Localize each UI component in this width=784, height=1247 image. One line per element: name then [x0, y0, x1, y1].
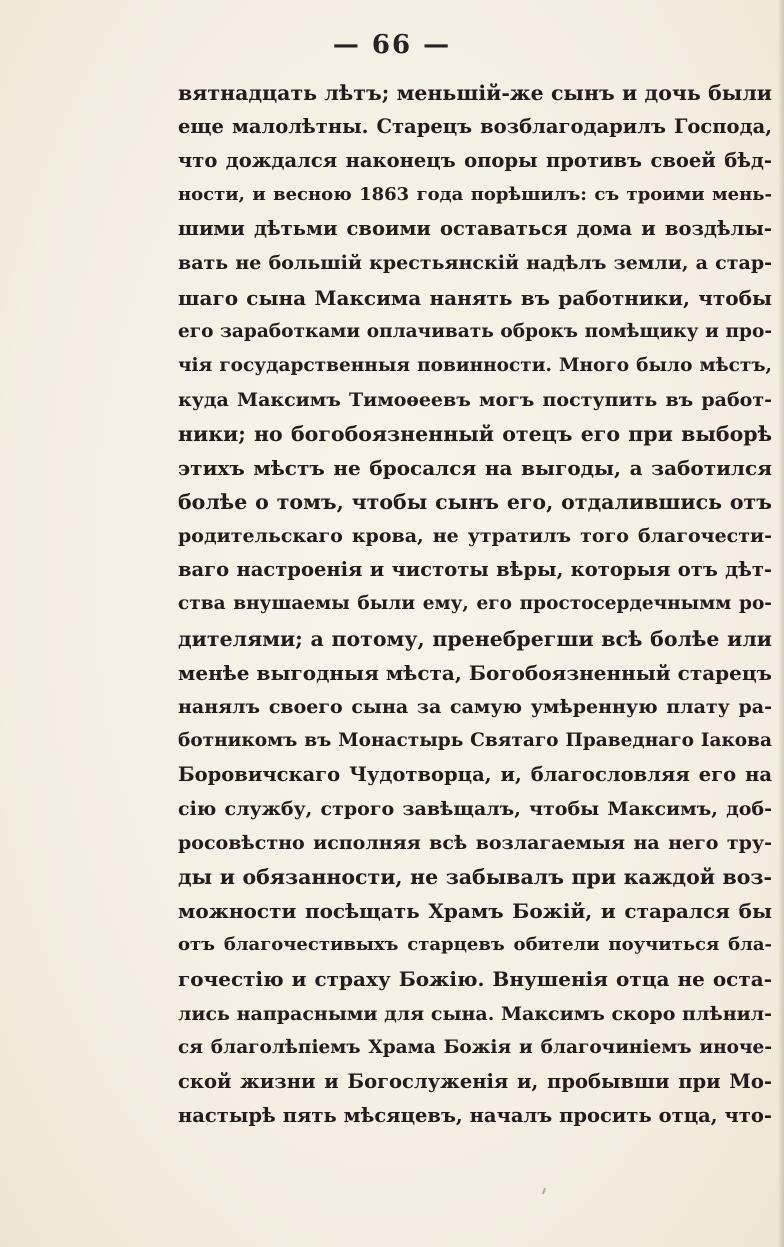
text-line: куда Максимъ Тимоѳеевъ могъ поступить въ работ-: [178, 388, 772, 411]
text-line: ники; но богобоязненный отецъ его при выборѣ: [178, 421, 772, 446]
text-line: еще малолѣтны. Старецъ возблагодарилъ Господа,: [178, 115, 772, 139]
text-line: вятнадцать лѣтъ; меньшій-же сынъ и дочь были: [178, 81, 772, 105]
text-line: его заработками оплачивать оброкъ помѣщику и про-: [178, 320, 772, 342]
text-line: ства внушаемы были ему, его простосердечнымм ро-: [178, 593, 772, 615]
text-line: чія государственныя повинности. Много было мѣстъ,: [178, 354, 772, 376]
text-line: ды и обязанности, не забывалъ при каждой воз-: [178, 865, 772, 890]
text-line: настырѣ пять мѣсяцевъ, началъ просить отца, что-: [178, 1103, 772, 1127]
page-number-header: — 66 —: [332, 30, 452, 60]
text-line: менѣе выгодныя мѣста, Богобоязненный старецъ: [178, 660, 772, 685]
text-line: нанялъ своего сына за самую умѣренную плату ра-: [178, 695, 772, 718]
text-line: что дождался наконецъ опоры противъ своей бѣд-: [178, 149, 772, 173]
text-line: шими дѣтьми своими оставаться дома и воздѣлы-: [178, 217, 772, 241]
page-edge-shadow: [778, 0, 784, 1247]
text-line: болѣе о томъ, чтобы сынъ его, отдалившись отъ: [178, 490, 772, 515]
text-line: вать не большій крестьянскій надѣлъ земли, а стар-: [178, 252, 772, 275]
text-line: ботникомъ въ Монастырь Святаго Праведнаго Іакова: [178, 729, 772, 751]
text-line: отъ благочестивыхъ старцевъ обители поучиться бла-: [178, 934, 772, 956]
text-line: шаго сына Максима нанять въ работники, чтобы: [178, 285, 772, 310]
paper-speck: [542, 1188, 546, 1194]
body-text: [178, 76, 772, 1133]
text-line: дителями; а потому, пренебрегши всѣ болѣе или: [178, 626, 772, 651]
text-line: ности, и весною 1863 года порѣшилъ: съ троими мень-: [178, 184, 772, 206]
text-line: гочестію и страху Божію. Внушенія отца не оста-: [178, 967, 772, 992]
text-line: лись напрасными для сына. Максимъ скоро плѣнил-: [178, 1002, 772, 1025]
text-line: ся благолѣпіемъ Храма Божія и благочиніемъ иноче-: [178, 1036, 772, 1058]
text-line: сію службу, строго завѣщалъ, чтобы Максимъ, доб-: [178, 797, 772, 820]
text-line: родительскаго крова, не утратилъ того благочести-: [178, 525, 772, 548]
text-line: Боровичскаго Чудотворца, и, благословляя его на: [178, 762, 772, 786]
text-line: можности посѣщать Храмъ Божій, и старался бы: [178, 899, 772, 924]
text-line: ской жизни и Богослуженія и, пробывши при Мо-: [178, 1069, 772, 1093]
text-line: ваго настроенія и чистоты вѣры, которыя отъ дѣт-: [178, 558, 772, 582]
text-line: росовѣстно исполняя всѣ возлагаемыя на него тру-: [178, 832, 772, 855]
text-line: этихъ мѣстъ не бросался на выгоды, а заботился: [178, 456, 772, 481]
